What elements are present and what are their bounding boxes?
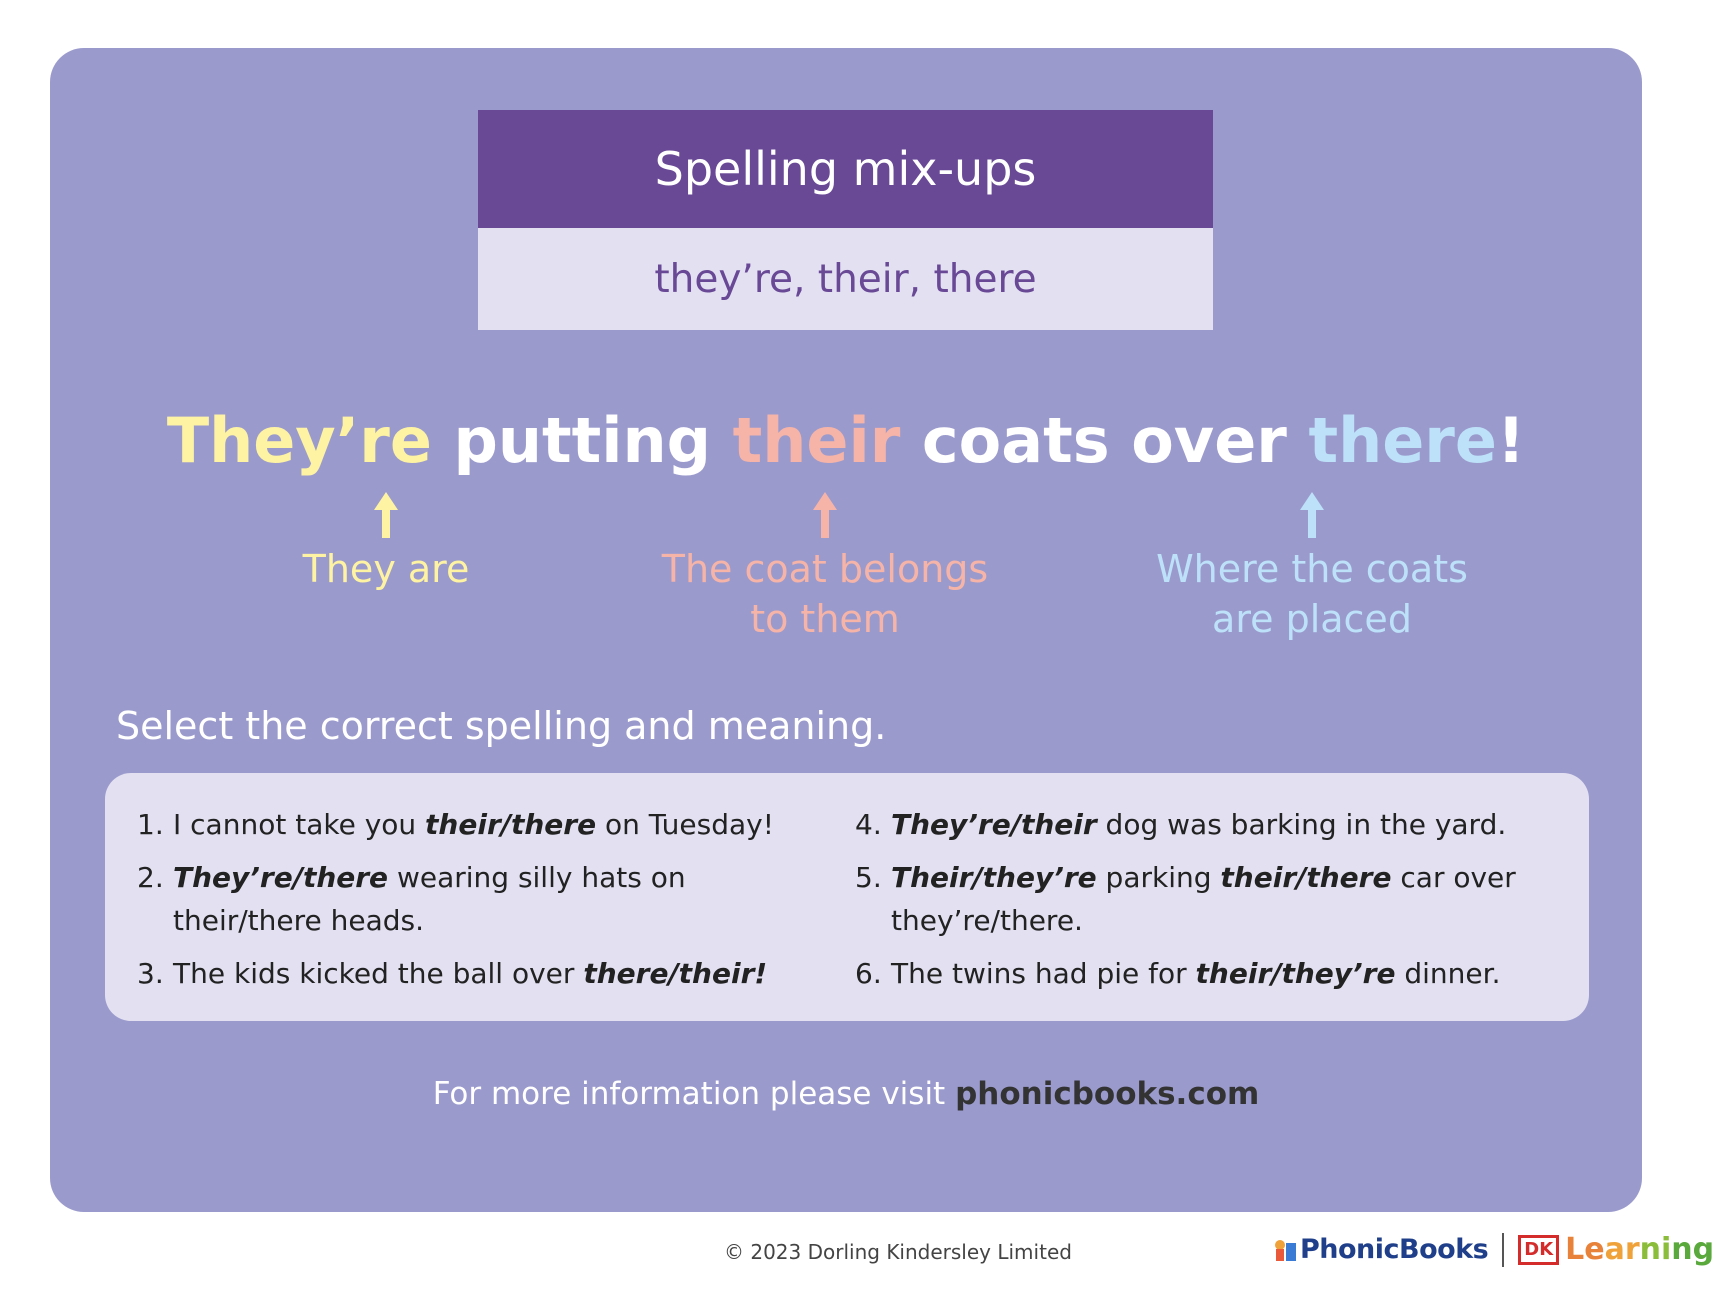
question-number: 2. [137,861,164,894]
phonicbooks-logo: PhonicBooks [1300,1234,1489,1265]
question-number: 4. [855,808,882,841]
sentence-end: ! [1496,404,1526,477]
word-theyre: They’re [166,404,432,477]
question-number: 3. [137,957,164,990]
text-part: dog was barking in the yard. [1096,808,1507,841]
question-text [891,856,1555,942]
choice-word[interactable]: there/their! [583,957,768,990]
question-item [855,952,1555,995]
question-item [137,952,827,995]
choice-word[interactable]: their/there [425,808,597,841]
text-part: The twins had pie for [891,957,1196,990]
meaning-theyre: They are [302,547,470,591]
text-part: wearing silly hats on their/there heads. [173,861,686,937]
worksheet-card [50,48,1642,1212]
more-info [50,1076,1642,1112]
meaning-line: are placed [1212,597,1412,641]
question-text [173,856,827,942]
question-item [855,856,1555,942]
question-item [137,856,827,942]
text-part: car over they’re/there. [891,861,1516,937]
choice-word[interactable]: their/they’re [1195,957,1396,990]
question-item [855,803,1555,846]
phonicbooks-logo-icon [1272,1237,1298,1263]
text-part: I cannot take you [173,808,426,841]
question-number: 6. [855,957,882,990]
title-box [478,110,1213,330]
arrow-up-icon [1300,492,1324,538]
question-number: 1. [137,808,164,841]
meaning-there [1135,544,1489,644]
question-text [173,803,774,846]
question-text [891,952,1500,995]
page-subtitle: they’re, their, there [478,228,1213,330]
word-their: their [732,404,901,477]
sentence-part: coats over [900,404,1309,477]
word-there: there [1308,404,1497,477]
text-part: parking [1096,861,1221,894]
logo-letters: ar [1604,1232,1640,1267]
logo-divider [1502,1233,1504,1267]
copyright-text: © 2023 Dorling Kindersley Limited [724,1240,1072,1264]
website-link[interactable]: phonicbooks.com [955,1076,1260,1112]
choice-word[interactable]: They’re/there [173,861,389,894]
arrow-up-icon [374,492,398,538]
learning-logo [1565,1232,1714,1267]
instruction-text: Select the correct spelling and meaning. [116,704,887,748]
question-item [137,803,827,846]
text-part: dinner. [1395,957,1501,990]
example-sentence [50,404,1642,477]
text-part: on Tuesday! [596,808,774,841]
arrow-up-icon [813,492,837,538]
meaning-their [650,544,1000,644]
publisher-logos [1272,1232,1714,1267]
quiz-column-left [137,803,827,1005]
dk-logo: DK [1518,1235,1559,1265]
meaning-line: Where the coats [1156,547,1468,591]
question-text [891,803,1506,846]
more-info-text: For more information please visit [432,1076,956,1112]
question-number: 5. [855,861,882,894]
logo-letters: ng [1671,1232,1714,1267]
meaning-line: to them [750,597,900,641]
choice-word[interactable]: Their/they’re [891,861,1097,894]
logo-letters: Le [1565,1232,1605,1267]
quiz-column-right [855,803,1555,1005]
text-part: The kids kicked the ball over [173,957,584,990]
question-text [173,952,767,995]
logo-letters: ni [1639,1232,1672,1267]
quiz-box [105,773,1589,1021]
page-title: Spelling mix-ups [478,110,1213,228]
choice-word[interactable]: They’re/their [891,808,1097,841]
choice-word[interactable]: their/there [1220,861,1392,894]
sentence-part: putting [431,404,733,477]
meaning-line: The coat belongs [661,547,989,591]
